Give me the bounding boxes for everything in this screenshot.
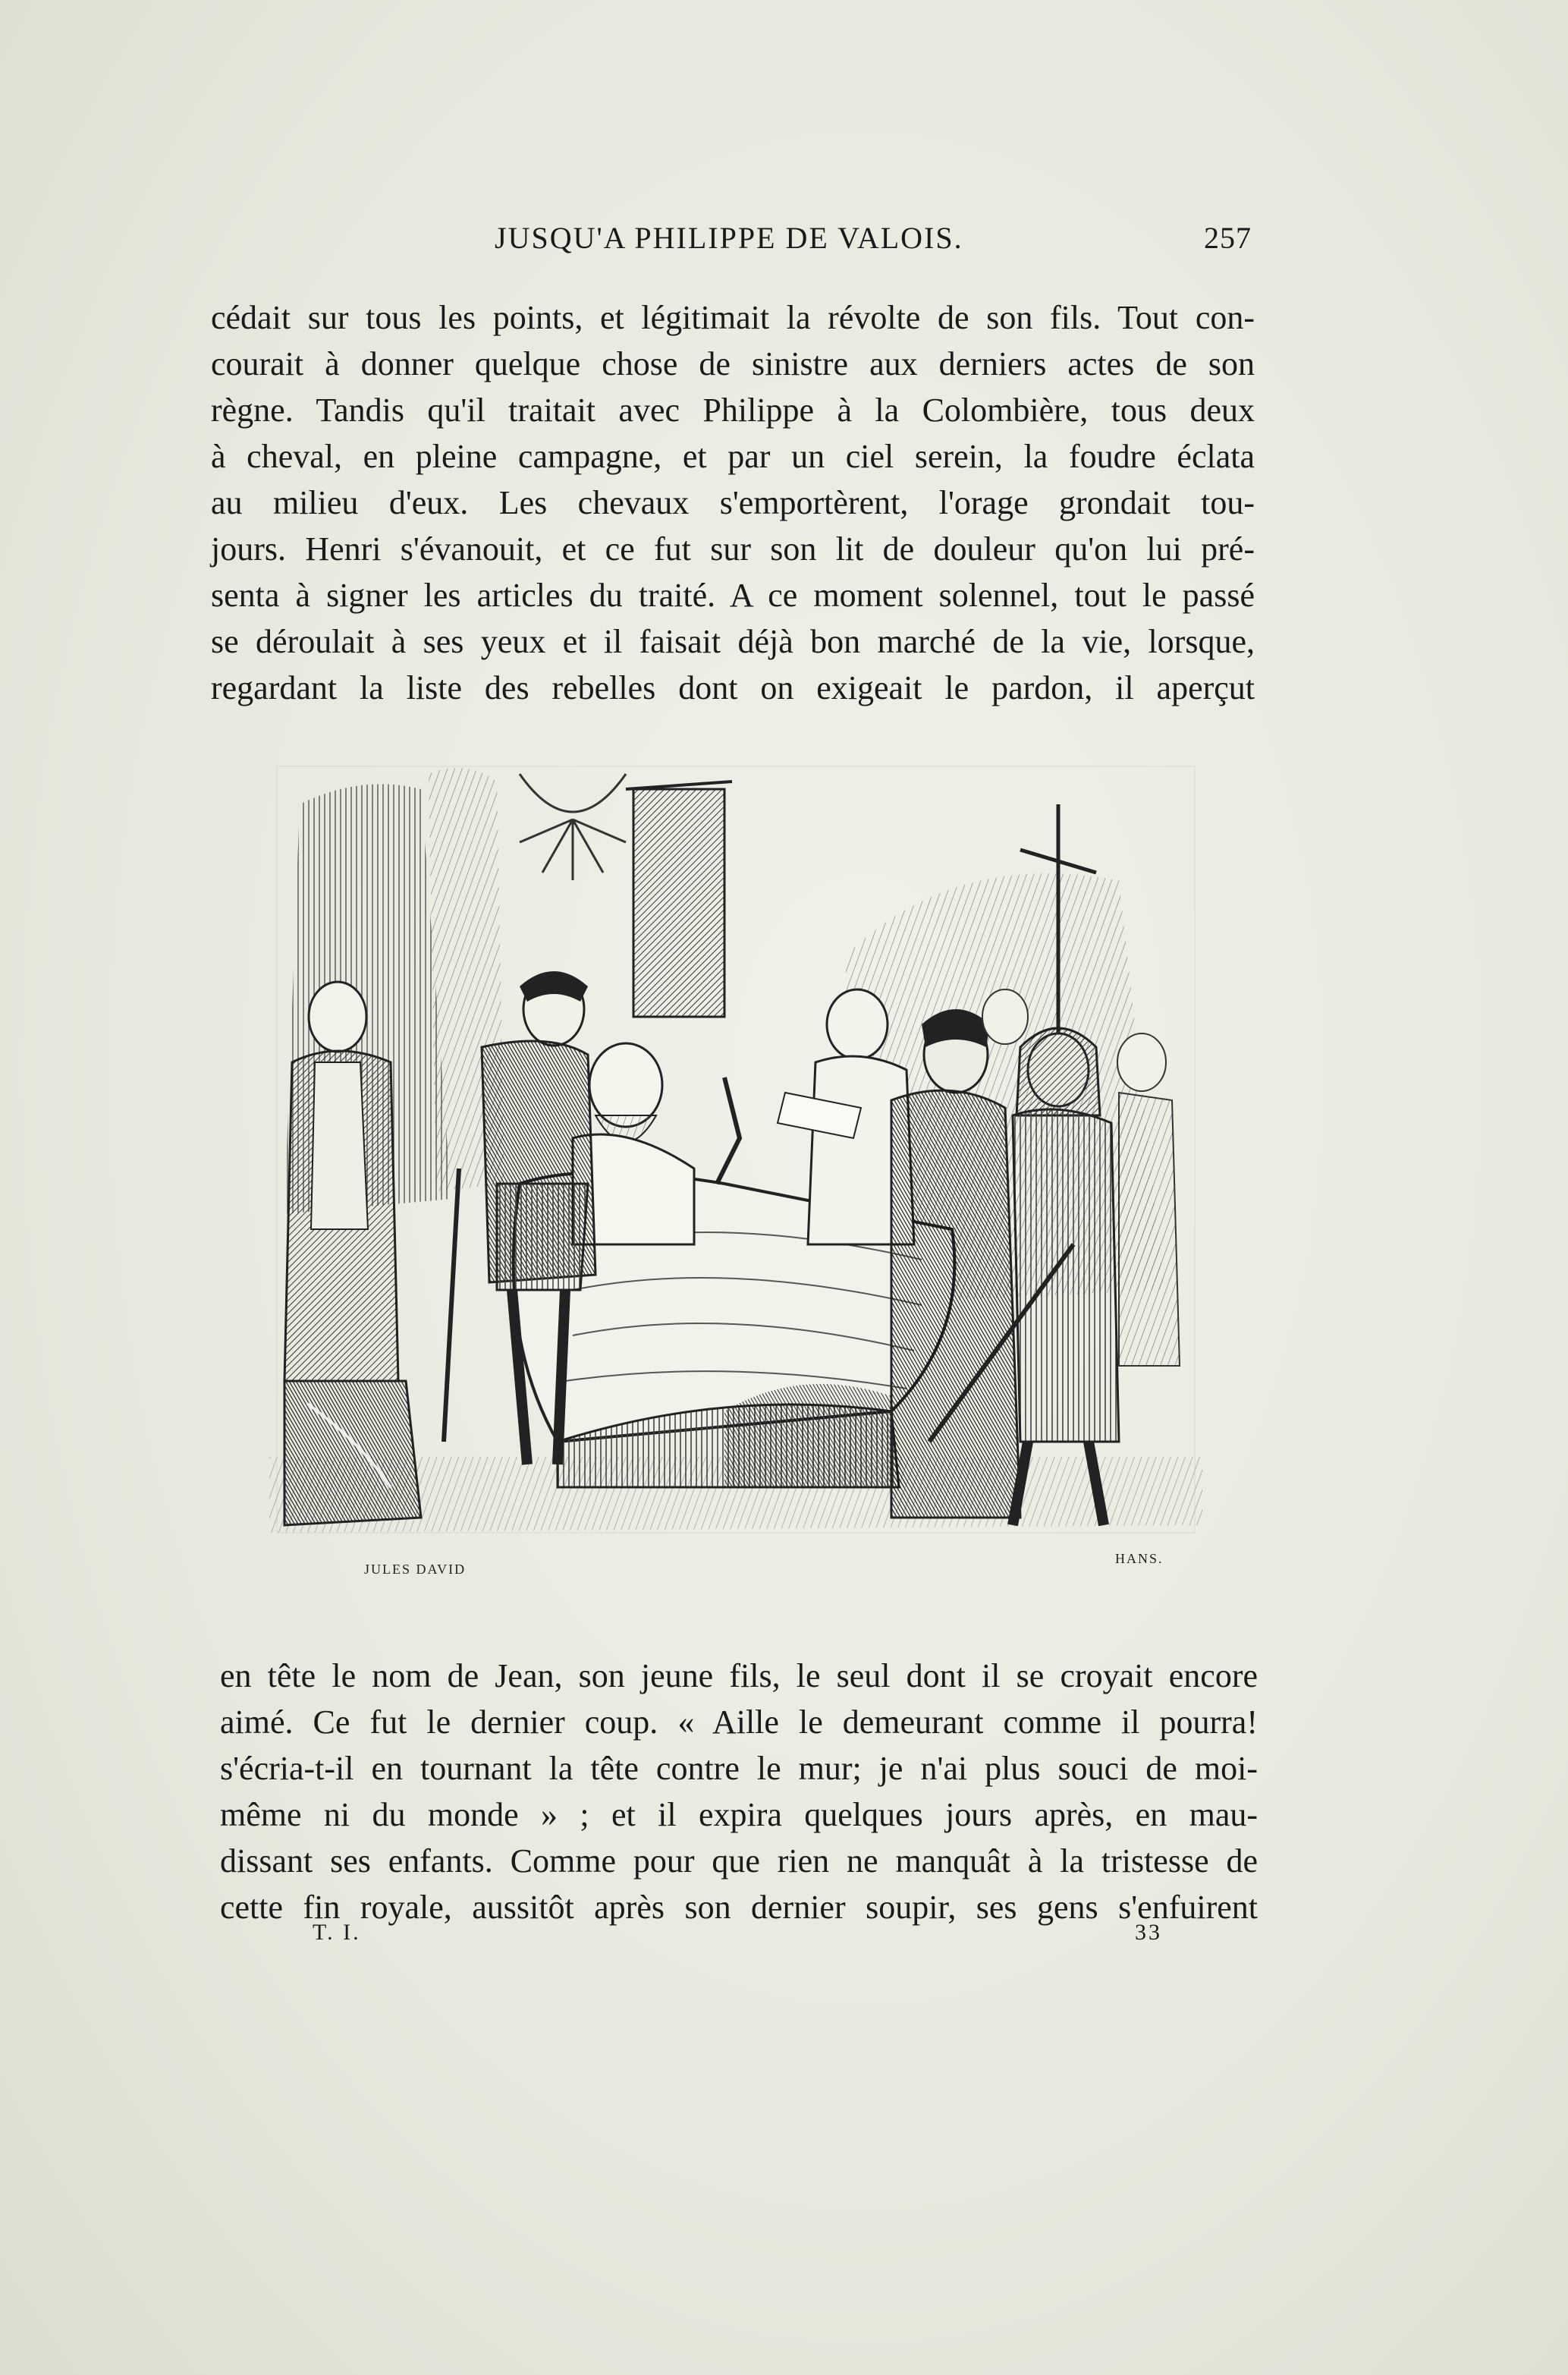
canopy-sunburst [520,774,626,880]
running-title: JUSQU'A PHILIPPE DE VALOIS. [495,221,963,255]
text-line: à cheval, en pleine campagne, et par un ciel serein, la foudre éclata [211,438,1255,475]
paragraph-top [211,294,1255,711]
text-line: au milieu d'eux. Les chevaux s'emportèrent, l'orage grondait tou- [211,484,1255,521]
text-line: cédait sur tous les points, et légitimait la révolte de son fils. Tout con- [211,299,1255,336]
text-line: regardant la liste des rebelles dont on exigeait le pardon, il aperçut [211,669,1255,706]
text-line: jours. Henri s'évanouit, et ce fut sur son lit de douleur qu'on lui pré- [211,530,1255,568]
carved-chest [284,1381,421,1525]
text-line: se déroulait à ses yeux et il faisait déjà bon marché de la vie, lorsque, [211,623,1255,660]
engraver-signature: HANS. [1115,1551,1164,1566]
text-line: règne. Tandis qu'il traitait avec Philippe à la Colombière, tous deux [211,392,1255,429]
text-line: en tête le nom de Jean, son jeune fils, le seul dont il se croyait encore [220,1657,1258,1694]
text-line: même ni du monde » ; et il expira quelques jours après, en mau- [220,1796,1258,1833]
text-line: senta à signer les articles du traité. A ce moment solennel, tout le passé [211,577,1255,614]
page-header [212,220,1252,266]
engraving-deathbed-scene [269,759,1202,1578]
text-line: courait à donner quelque chose de sinistre aux derniers actes de son [211,345,1255,382]
signature-mark: 33 [1135,1920,1162,1945]
text-line: s'écria-t-il en tournant la tête contre le mur; je n'ai plus souci de moi- [220,1750,1258,1787]
hanging-banner [633,789,724,1017]
tome-mark: T. I. [313,1920,361,1945]
page-number: 257 [1204,221,1252,255]
text-line: dissant ses enfants. Comme pour que rien ne manquât à la tristesse de [220,1842,1258,1880]
page-footer [313,1920,1162,1950]
paragraph-bottom [220,1653,1258,1930]
illustrator-signature: JULES DAVID [364,1562,467,1577]
text-line: aimé. Ce fut le dernier coup. « Aille le demeurant comme il pourra! [220,1703,1258,1741]
text-line: cette fin royale, aussitôt après son dernier soupir, ses gens s'enfuirent [220,1889,1258,1926]
